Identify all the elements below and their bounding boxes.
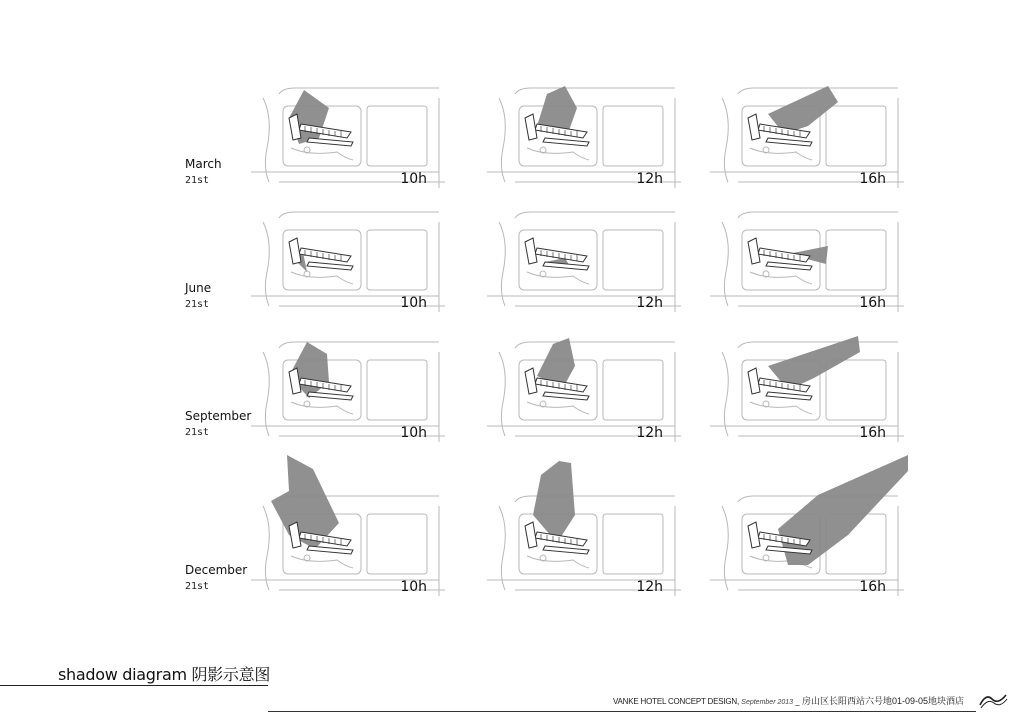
month-label: December	[185, 563, 248, 577]
day-label: 21st	[185, 427, 210, 438]
time-label: 12h	[636, 425, 663, 441]
shadow-panel	[485, 332, 685, 444]
day-label: 21st	[185, 581, 210, 592]
time-label: 10h	[400, 425, 427, 441]
shadow-panel	[708, 78, 908, 190]
day-label: 21st	[185, 299, 210, 310]
footer-address: 房山区长阳西站六号地01-09-05地块酒店	[801, 696, 964, 706]
time-label: 16h	[859, 171, 886, 187]
day-label: 21st	[185, 175, 210, 186]
shadow-panel	[485, 78, 685, 190]
site-plan	[485, 455, 685, 598]
time-label: 16h	[859, 425, 886, 441]
month-label: September	[185, 409, 252, 423]
time-label: 10h	[400, 171, 427, 187]
time-label: 12h	[636, 171, 663, 187]
shadow-panel	[249, 332, 449, 444]
site-plan	[708, 455, 908, 598]
shadow-panel	[249, 202, 449, 314]
shadow-panel	[485, 202, 685, 314]
page-title: shadow diagram 阴影示意图	[58, 665, 271, 684]
month-label: June	[185, 281, 212, 295]
shadow-panel	[708, 332, 908, 444]
time-label: 10h	[400, 579, 427, 595]
time-label: 16h	[859, 295, 886, 311]
time-label: 10h	[400, 295, 427, 311]
shadow-panel	[249, 78, 449, 190]
shadow-panel	[249, 455, 449, 598]
time-label: 16h	[859, 579, 886, 595]
shadow-panel	[708, 455, 908, 598]
footer-separator: _	[795, 697, 800, 706]
title-underline	[0, 685, 268, 686]
time-label: 12h	[636, 579, 663, 595]
footer-project: VANKE HOTEL CONCEPT DESIGN,	[613, 697, 740, 706]
wave-logo-icon	[978, 689, 1008, 709]
shadow-panel	[485, 455, 685, 598]
time-label: 12h	[636, 295, 663, 311]
site-plan	[249, 455, 449, 598]
footer-rule	[268, 711, 976, 712]
footer-caption	[613, 694, 964, 707]
footer-date: September 2013	[741, 699, 794, 706]
month-label: March	[185, 157, 222, 171]
shadow-panel	[708, 202, 908, 314]
